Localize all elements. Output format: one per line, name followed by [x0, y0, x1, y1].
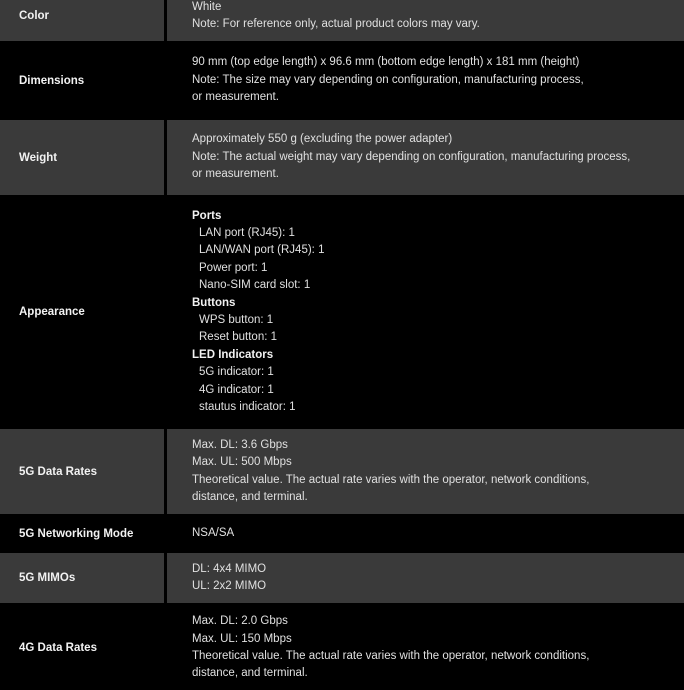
spec-label: Color [0, 0, 164, 41]
spec-value-line: distance, and terminal. [192, 667, 308, 680]
spec-value-line: 4G indicator: 1 [199, 383, 274, 396]
spec-value-line: Note: The actual weight may vary depending on configuration, manufacturing process, [192, 150, 631, 163]
spec-value-line: LAN/WAN port (RJ45): 1 [199, 244, 325, 257]
spec-value [167, 44, 684, 117]
spec-value-line: Max. UL: 150 Mbps [192, 632, 292, 645]
spec-label: Dimensions [0, 44, 164, 117]
group-heading-buttons: Buttons [192, 296, 236, 309]
spec-row-5g-data-rates [0, 429, 684, 514]
spec-value-line: or measurement. [192, 91, 279, 104]
spec-label: 5G MIMOs [0, 553, 164, 603]
spec-row-color [0, 0, 684, 41]
spec-value-line: Power port: 1 [199, 261, 268, 274]
spec-label: Weight [0, 120, 164, 195]
spec-value-line: White [192, 0, 222, 13]
spec-value-line: DL: 4x4 MIMO [192, 562, 267, 575]
spec-value [167, 198, 684, 426]
spec-value-line: NSA/SA [192, 526, 235, 539]
spec-row-5g-mimos [0, 553, 684, 603]
spec-value-line: Theoretical value. The actual rate varies with the operator, network conditions, [192, 473, 590, 486]
spec-value-line: Max. UL: 500 Mbps [192, 456, 292, 469]
spec-value-line: Reset button: 1 [199, 331, 277, 344]
spec-value-line: distance, and terminal. [192, 490, 308, 503]
spec-value-line: 5G indicator: 1 [199, 366, 274, 379]
spec-value-line: Approximately 550 g (excluding the power adapter) [192, 133, 453, 146]
spec-row-dimensions [0, 44, 684, 117]
spec-value-line: Nano-SIM card slot: 1 [199, 279, 311, 292]
spec-value-line: LAN port (RJ45): 1 [199, 226, 295, 239]
spec-value-line: UL: 2x2 MIMO [192, 580, 267, 592]
spec-value [167, 517, 684, 550]
spec-value [167, 553, 684, 603]
group-heading-led-indicators: LED Indicators [192, 348, 274, 361]
spec-row-appearance [0, 198, 684, 426]
spec-row-weight [0, 120, 684, 195]
spec-value-line: or measurement. [192, 168, 279, 181]
spec-value [167, 606, 684, 690]
spec-value-line: Max. DL: 3.6 Gbps [192, 438, 288, 451]
spec-label: 4G Data Rates [0, 606, 164, 690]
spec-value-line: Theoretical value. The actual rate varies with the operator, network conditions, [192, 650, 590, 662]
spec-value [167, 120, 684, 195]
spec-row-4g-data-rates [0, 606, 684, 690]
spec-value-line: Max. DL: 2.0 Gbps [192, 615, 288, 628]
spec-value-line: stautus indicator: 1 [199, 401, 296, 414]
spec-value-line: Note: For reference only, actual product colors may vary. [192, 18, 480, 30]
spec-value-line: 90 mm (top edge length) x 96.6 mm (bottom edge length) x 181 mm (height) [192, 56, 580, 69]
spec-value [167, 0, 684, 41]
spec-row-5g-networking-mode [0, 517, 684, 550]
spec-label: 5G Networking Mode [0, 517, 164, 550]
spec-value-line: Note: The size may vary depending on configuration, manufacturing process, [192, 73, 584, 86]
group-heading-ports: Ports [192, 209, 222, 222]
spec-label: 5G Data Rates [0, 429, 164, 514]
spec-label: Appearance [0, 198, 164, 426]
spec-value [167, 429, 684, 514]
spec-value-line: WPS button: 1 [199, 314, 274, 326]
